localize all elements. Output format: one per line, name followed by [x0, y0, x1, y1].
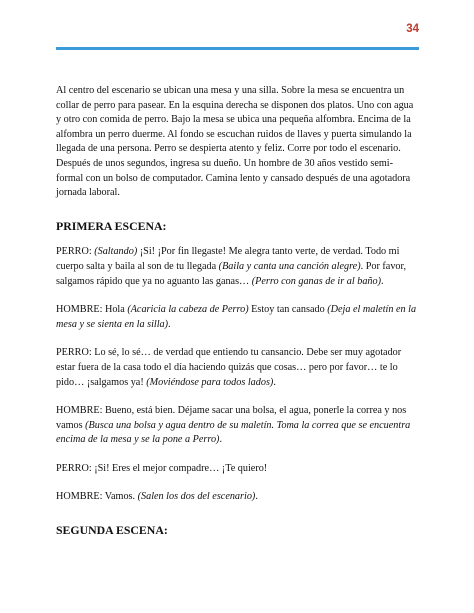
stage-direction: (Saltando): [94, 246, 138, 258]
speaker: PERRO:: [56, 347, 95, 359]
dialogue-hombre-1: [56, 303, 420, 332]
dialogue-text: .: [168, 318, 171, 330]
dialogue-hombre-3: [56, 490, 420, 505]
dialogue-text: .: [381, 275, 384, 287]
speaker: HOMBRE:: [56, 405, 105, 417]
dialogue-text: Estoy tan cansado: [248, 304, 328, 316]
speaker: HOMBRE:: [56, 491, 105, 503]
speaker: PERRO:: [56, 246, 95, 258]
dialogue-text: Bueno, está bien. Déjame sacar una bolsa, el agua, ponerle la correa y nos vamos: [56, 405, 407, 431]
dialogue-text: ¡Si! Eres el mejor compadre… ¡Te quiero!: [94, 462, 268, 474]
document-body: [56, 84, 420, 550]
intro-paragraph: Al centro del escenario se ubican una mesa y una silla. Sobre la mesa se encuentra un collar de perro para pasear. En la esquina derecha se disponen dos platos. Uno con agua y otro con comida de perro. Bajo la mesa se ubica una pequeña alfombra. Encima de la alfombra un perro duerme. Al fondo se escuchan ruidos de llaves y puerta simulando la llegada de una persona. Perro se despierta atento y feliz. Corre por todo el escenario. Después de unos segundos, ingresa su dueño. Un hombre de 30 años vestido semi-formal con un bolso de computador. Camina lento y cansado después de una agotadora jornada laboral.: [56, 85, 414, 199]
scene-heading-primera: PRIMERA ESCENA:: [56, 218, 167, 233]
dialogue-perro-2: [56, 346, 420, 390]
stage-direction: (Acaricia la cabeza de Perro): [127, 304, 249, 316]
dialogue-text: . Por favor, salgamos rápido que ya no aguanto las ganas…: [56, 260, 407, 287]
header-rule: [56, 47, 419, 50]
speaker: HOMBRE: Hola: [56, 304, 128, 316]
dialogue-text: Vamos.: [104, 491, 138, 503]
page-number: 34: [406, 23, 419, 35]
dialogue-text: .: [219, 434, 222, 446]
dialogue-text: .: [255, 491, 258, 503]
dialogue-text: ¡Si! ¡Por fin llegaste! Me alegra tanto verte, de verdad. Todo mi cuerpo salta y baila al son de tu llegada: [56, 246, 400, 272]
stage-direction: (Perro con ganas de ir al baño): [251, 275, 381, 287]
scene-heading-segunda: SEGUNDA ESCENA:: [56, 523, 168, 538]
dialogue-perro-3: [56, 462, 420, 477]
dialogue-text: .: [273, 376, 276, 388]
stage-direction: (Salen los dos del escenario): [137, 491, 256, 503]
dialogue-text: Lo sé, lo sé… de verdad que entiendo tu cansancio. Debe ser muy agotador estar fuera de la casa todo el día haciendo quizás que cosas… pero por favor… te lo pido… ¡salgamos ya!: [56, 347, 402, 388]
speaker: PERRO:: [56, 462, 95, 474]
dialogue-perro-1: [56, 245, 420, 289]
stage-direction: (Deja el maletín en la mesa y se sienta en la silla): [56, 304, 417, 330]
stage-direction: (Busca una bolsa y agua dentro de su maletín. Toma la correa que se encuentra encima de la mesa y se la pone a Perro): [56, 419, 411, 446]
stage-direction: (Moviéndose para todos lados): [146, 376, 274, 388]
stage-direction: (Baila y canta una canción alegre): [218, 260, 361, 272]
dialogue-hombre-2: [56, 404, 420, 448]
